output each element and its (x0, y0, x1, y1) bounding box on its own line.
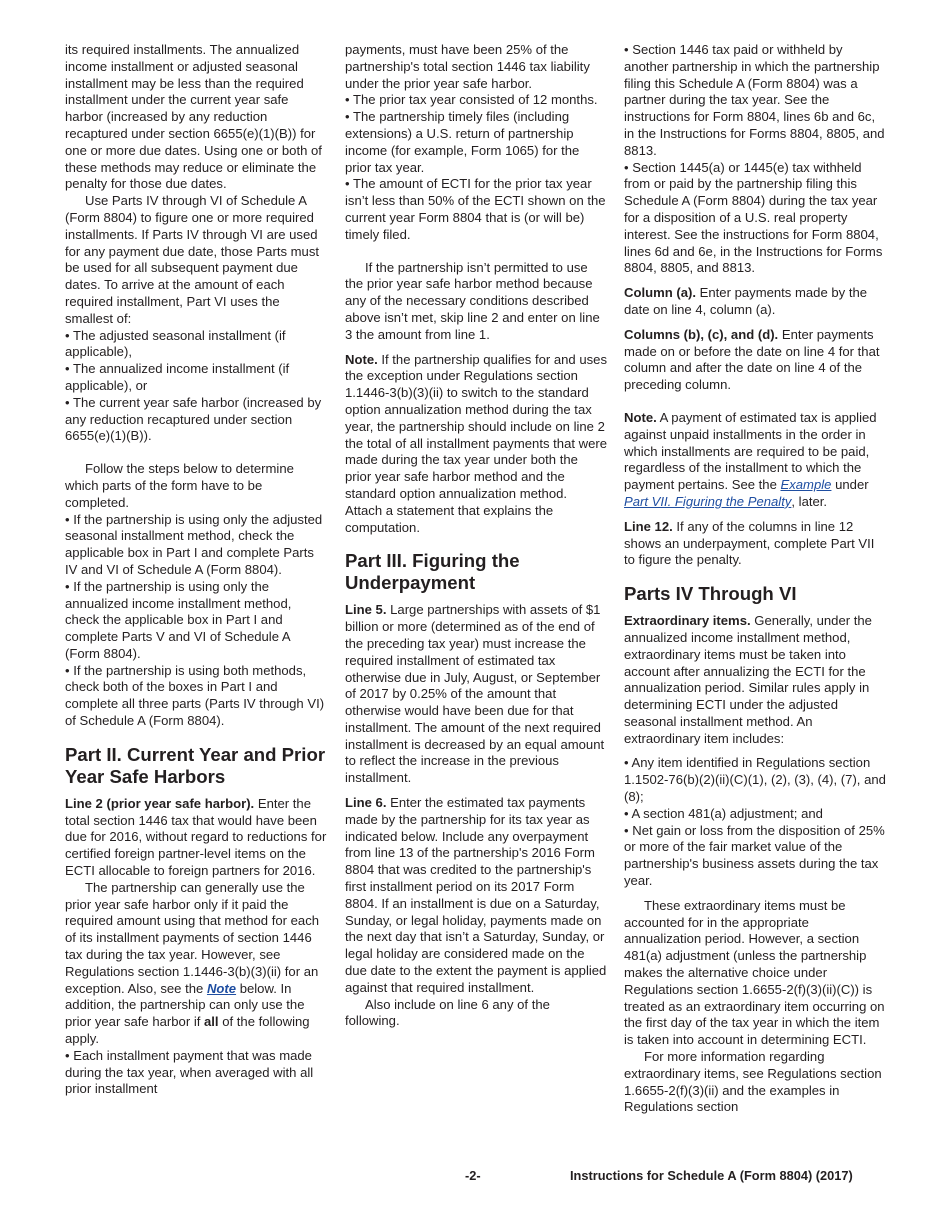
column-3 (624, 42, 886, 1116)
line5-label: Line 5. (345, 602, 387, 618)
part-vii-link[interactable]: Part VII. Figuring the Penalty (624, 493, 792, 509)
line2-label: Line 2 (prior year safe harbor). (65, 795, 255, 811)
bullet-item: • Net gain or loss from the disposition of 25% or more of the fair market value of the partnership's business assets during the tax year. (624, 822, 885, 889)
section-heading: Part III. Figuring the Underpayment (345, 550, 520, 594)
bullet-item: • The prior tax year consisted of 12 months. (345, 92, 598, 108)
paragraph: its required installments. The annualized income installment or adjusted seasonal installment may be less than the required installment under the current year safe harbor (increased by any reduction recaptured under section 6655(e)(1)(B)) for one or more due dates. Using one or both of these methods may reduce or eliminate the penalty for those due dates. (65, 42, 322, 192)
bullet-item: • The adjusted seasonal installment (if applicable), (65, 327, 286, 360)
line2-paragraph: Line 2 (prior year safe harbor). Enter the total section 1446 tax that would have been due for 2016, without regard to reductions for certified foreign partner-level items on the ECTI allocable to foreign partners for 2016. (65, 795, 327, 879)
bullet-item: • Section 1445(a) or 1445(e) tax withheld from or paid by the partnership filing this Schedule A (Form 8804) during the tax year for a disposition of a U.S. real property interest. See the instructions for Form 8804, lines 6d and 6e, in the Instructions for Forms 8804, 8805, and 8813. (624, 159, 883, 276)
bullet-icon: • (65, 327, 73, 343)
bullet-icon: • (65, 361, 73, 377)
column-2 (345, 42, 607, 1030)
column-a-label: Column (a). (624, 285, 697, 301)
bullet-icon: • (65, 1047, 74, 1063)
bullet-item: • If the partnership is using only the annualized income installment method, check the applicable box in Part I and complete Parts V and VI of Schedule A (Form 8804). (65, 578, 292, 661)
line5-paragraph: Line 5. Large partnerships with assets of $1 billion or more (determined as of the end of the preceding tax year) must increase the required installment of estimated tax otherwise due in July, August, or September of 2017 by 0.25% of the amount that otherwise would have been due for that installment. The amount of the next required installment is decreased by an equal amount to reflect the increase in the previous installment. (345, 602, 605, 786)
paragraph: These extraordinary items must be accounted for in the appropriate annualization period. However, a section 481(a) adjustment (unless the partnership makes the alternative choice under Regulations section 1.6655-2(f)(3)(ii)(C)) is treated as an extraordinary item occurring on the first day of the tax year in which the item is taken into account in determining ECTI. (624, 897, 885, 1048)
bullet-item: • The current year safe harbor (increased by any reduction recaptured under section 6655(e)(1)(B)). (65, 394, 322, 444)
bullet-item: • If the partnership is using only the adjusted seasonal installment method, check the applicable box in Part I and complete Parts IV and VI of Schedule A (Form 8804). (65, 511, 323, 577)
section-heading: Part II. Current Year and Prior Year Safe Harbors (65, 743, 326, 787)
paragraph: payments, must have been 25% of the partnership's total section 1446 tax liability under the prior year safe harbor. (345, 42, 590, 91)
column-a-paragraph: Column (a). Enter payments made by the date on line 4, column (a). (624, 285, 868, 317)
bullet-icon: • (345, 109, 353, 125)
line12-paragraph: Line 12. If any of the columns in line 12 shows an underpayment, complete Part VII to figure the penalty. (624, 518, 875, 568)
footer-title: Instructions for Schedule A (Form 8804) (2017) (570, 1168, 853, 1183)
bullet-item: • If the partnership is using both methods, check both of the boxes in Part I and complete all three parts (Parts IV through VI) of Schedule A (Form 8804). (65, 662, 325, 729)
line12-label: Line 12. (624, 518, 673, 534)
paragraph: For more information regarding extraordinary items, see Regulations section 1.6655-2(f)(3)(ii) and the examples in Regulations section (624, 1049, 882, 1115)
bullet-item: • The partnership timely files (including extensions) a U.S. return of partnership income (for example, Form 1065) for the prior tax year. (345, 109, 580, 175)
bullet-icon: • (624, 805, 632, 821)
bullet-icon: • (624, 755, 632, 771)
note-label: Note. (624, 409, 657, 425)
extraordinary-paragraph: Extraordinary items. Generally, under the annualized income installment method, extraordinary items must be taken into account after annualizing the ECTI for the annualization period. Similar rules apply in determining ECTI under the adjusted seasonal installment method. An extraordinary item includes: (624, 613, 872, 746)
column-1 (65, 42, 327, 1098)
bullet-icon: • (624, 159, 633, 175)
paragraph: Also include on line 6 any of the following. (345, 996, 550, 1029)
line6-paragraph: Line 6. Enter the estimated tax payments made by the partnership for its tax year as indicated below. Include any overpayment from line 13 of the partnership's 2016 Form 8804 that was credited to the partnership's first installment period on its 2017 Form 8804. If an installment is due on a Saturday, Sunday, or legal holiday, payments made on the next day that isn’t a Saturday, Sunday, or legal holiday are considered made on the due date to the extent the payment is applied against that required installment. (345, 795, 607, 995)
example-link[interactable]: Example (780, 477, 832, 493)
columns-bcd-paragraph: Columns (b), (c), and (d). Enter payments made on or before the date on line 4 for that column and after the date on line 4 of the preceding column. (624, 326, 880, 393)
note-paragraph: Note. If the partnership qualifies for and uses the exception under Regulations section 1.1446-3(b)(3)(ii) to switch to the standard option annualization method during the tax year, the partnership should include on line 2 the total of all installment payments that were made during the tax year under both the prior year safe harbor method and the standard option annualization method. Attach a statement that explains the computation. (345, 351, 608, 535)
bullet-icon: • (624, 822, 633, 838)
section-heading: Parts IV Through VI (624, 583, 797, 605)
bullet-item: • The amount of ECTI for the prior tax year isn’t less than 50% of the ECTI shown on the current year Form 8804 that is (or will be) timely filed. (345, 176, 606, 242)
bullet-item: • The annualized income installment (if applicable), or (65, 361, 290, 393)
paragraph: The partnership can generally use the prior year safe harbor only if it paid the required amount using that method for each of its installment payments of section 1446 tax during the tax year. However, see Regulations section 1.1446-3(b)(3)(ii) for an exception. Also, see the Note below. In addition, the partnership can only use the prior year safe harbor if all of the following apply. (65, 879, 320, 1047)
paragraph: If the partnership isn’t permitted to use the prior year safe harbor method because any of the necessary conditions described above isn’t met, skip line 2 and enter on line 3 the amount from line 1. (345, 259, 600, 342)
line6-label: Line 6. (345, 795, 387, 811)
paragraph: Follow the steps below to determine which parts of the form have to be completed. (65, 461, 294, 510)
columns-bcd-label: Columns (b), (c), and (d). (624, 326, 779, 342)
bullet-icon: • (345, 176, 353, 192)
bullet-icon: • (345, 92, 353, 108)
bullet-item: • Any item identified in Regulations section 1.1502-76(b)(2)(ii)(C)(1), (2), (3), (4), (7), and (8); (624, 755, 886, 805)
bullet-icon: • (65, 511, 74, 527)
note-label: Note. (345, 351, 378, 367)
bullet-item: • Section 1446 tax paid or withheld by another partnership in which the partnership filing this Schedule A (Form 8804) was a partner during the tax year. See the instructions for Form 8804, lines 6b and 6c, in the Instructions for Forms 8804, 8805, and 8813. (624, 42, 885, 158)
bullet-item: • Each installment payment that was made during the tax year, when averaged with all prior installment (65, 1047, 314, 1097)
bullet-icon: • (624, 42, 633, 57)
bullet-icon: • (65, 578, 74, 594)
bullet-item: • A section 481(a) adjustment; and (624, 805, 823, 821)
bullet-icon: • (65, 394, 73, 410)
page-number: -2- (465, 1168, 481, 1183)
paragraph: Use Parts IV through VI of Schedule A (Form 8804) to figure one or more required installments. If Parts IV through VI are used for any payment due date, those Parts must be used for all subsequent payment due dates. To arrive at the amount of each required installment, Part VI uses the smallest of: (65, 193, 320, 326)
note-link[interactable]: Note (206, 980, 237, 996)
bullet-icon: • (65, 662, 74, 678)
extraordinary-label: Extraordinary items. (624, 613, 751, 629)
note-paragraph: Note. A payment of estimated tax is applied against unpaid installments in the order in which installments are required to be paid, regardless of the installment to which the payment pertains. See the Example under Part VII. Figuring the Penalty, later. (624, 409, 877, 509)
